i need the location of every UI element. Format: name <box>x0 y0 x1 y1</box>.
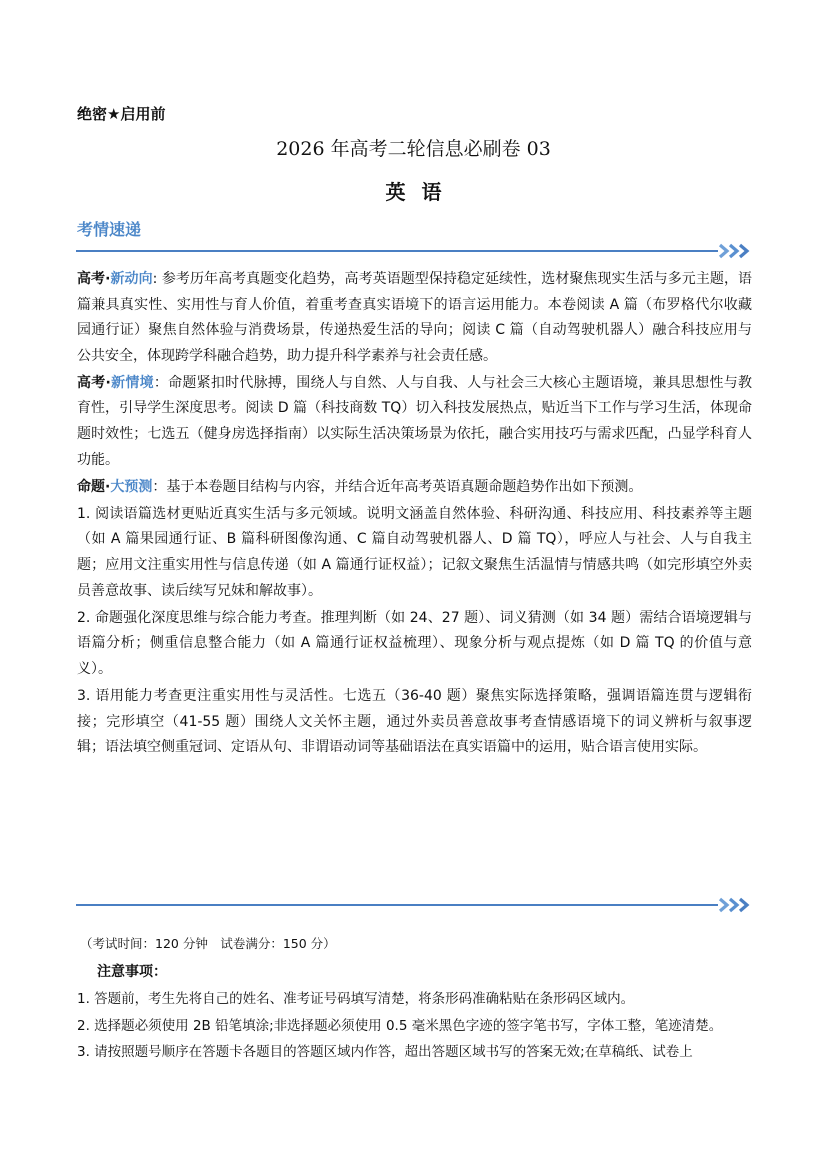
notice-title: 注意事项： <box>97 964 167 980</box>
divider-line <box>76 250 718 252</box>
exam-info: （考试时间：120 分钟 试卷满分：150 分） <box>80 936 336 951</box>
notice-list <box>77 986 753 1066</box>
notice-item: 2. 选择题必须使用 2B 铅笔填涂;非选择题必须使用 0.5 毫米黑色字迹的签字笔书写，字体工整，笔迹清楚。 <box>77 1017 723 1034</box>
notice-item: 3. 请按照题号顺序在答题卡各题目的答题区域内作答，超出答题区域书写的答案无效;在草稿纸、试卷上 <box>77 1044 693 1060</box>
top-divider <box>76 243 752 259</box>
chevrons-right-icon <box>718 897 752 913</box>
section-heading: 考情速递 <box>77 220 142 239</box>
intro-body <box>77 267 752 761</box>
subject-title: 英语 <box>385 180 458 204</box>
prediction-item-2: 2. 命题强化深度思维与综合能力考查。推理判断（如 24、27 题）、词义猜测（如 34 题）需结合语境逻辑与语篇分析；侧重信息整合能力（如 A 篇通行证权益梳理）、现象分析与观点提炼（如 D 篇 TQ 的价值与意义）。 <box>77 609 752 677</box>
prediction-item-1: 1. 阅读语篇选材更贴近真实生活与多元领域。说明文涵盖自然体验、科研沟通、科技应用、科技素养等主题（如 A 篇果园通行证、B 篇科研图像沟通、C 篇自动驾驶机器人、D 篇 TQ），呼应人与社会、人与自我主题；应用文注重实用性与信息传递（如 A 篇通行证权益）；记叙文聚焦生活温情与情感共鸣（如完形填空外卖员善意故事、读后续写兄妹和解故事）。 <box>77 505 752 599</box>
divider-line <box>76 904 718 906</box>
prediction-item-3: 3. 语用能力考查更注重实用性与灵活性。七选五（36-40 题）聚焦实际选择策略，强调语篇连贯与逻辑衔接；完形填空（41-55 题）围绕人文关怀主题，通过外卖员善意故事考查情感语境下的词义辨析与叙事逻辑；语法填空侧重冠词、定语从句、非谓语动词等基础语法在真实语篇中的运用，贴合语言使用实际。 <box>77 688 752 756</box>
bottom-divider <box>76 897 752 913</box>
paragraph-new-context: 高考·新情境：命题紧扣时代脉搏，围绕人与自然、人与自我、人与社会三大核心主题语境，兼具思想性与教育性，引导学生深度思考。阅读 D 篇（科技商数 TQ）切入科技发展热点，贴近当下工作与学习生活，体现命题时效性；七选五（健身房选择指南）以实际生活决策场景为依托，融合实用技巧与需求匹配，凸显学科育人功能。 <box>77 374 753 468</box>
secret-label: 绝密★启用前 <box>77 105 166 123</box>
paragraph-prediction: 命题·大预测：基于本卷题目结构与内容，并结合近年高考英语真题命题趋势作出如下预测。 <box>77 478 643 495</box>
chevrons-right-icon <box>718 243 752 259</box>
paragraph-new-trend: 高考·新动向: 参考历年高考真题变化趋势，高考英语题型保持稳定延续性，选材聚焦现实生活与多元主题，语篇兼具真实性、实用性与育人价值，着重考查真实语境下的语言运用能力。本卷阅读 A 篇（布罗格代尔收藏园通行证）聚焦自然体验与消费场景，传递热爱生活的导向；阅读 C 篇（自动驾驶机器人）融合科技应用与公共安全，体现跨学科融合趋势，助力提升科学素养与社会责任感。 <box>77 271 753 364</box>
page-title: 2026 年高考二轮信息必刷卷 03 <box>276 138 551 160</box>
notice-item: 1. 答题前，考生先将自己的姓名、准考证号码填写清楚，将条形码准确粘贴在条形码区域内。 <box>77 991 635 1007</box>
